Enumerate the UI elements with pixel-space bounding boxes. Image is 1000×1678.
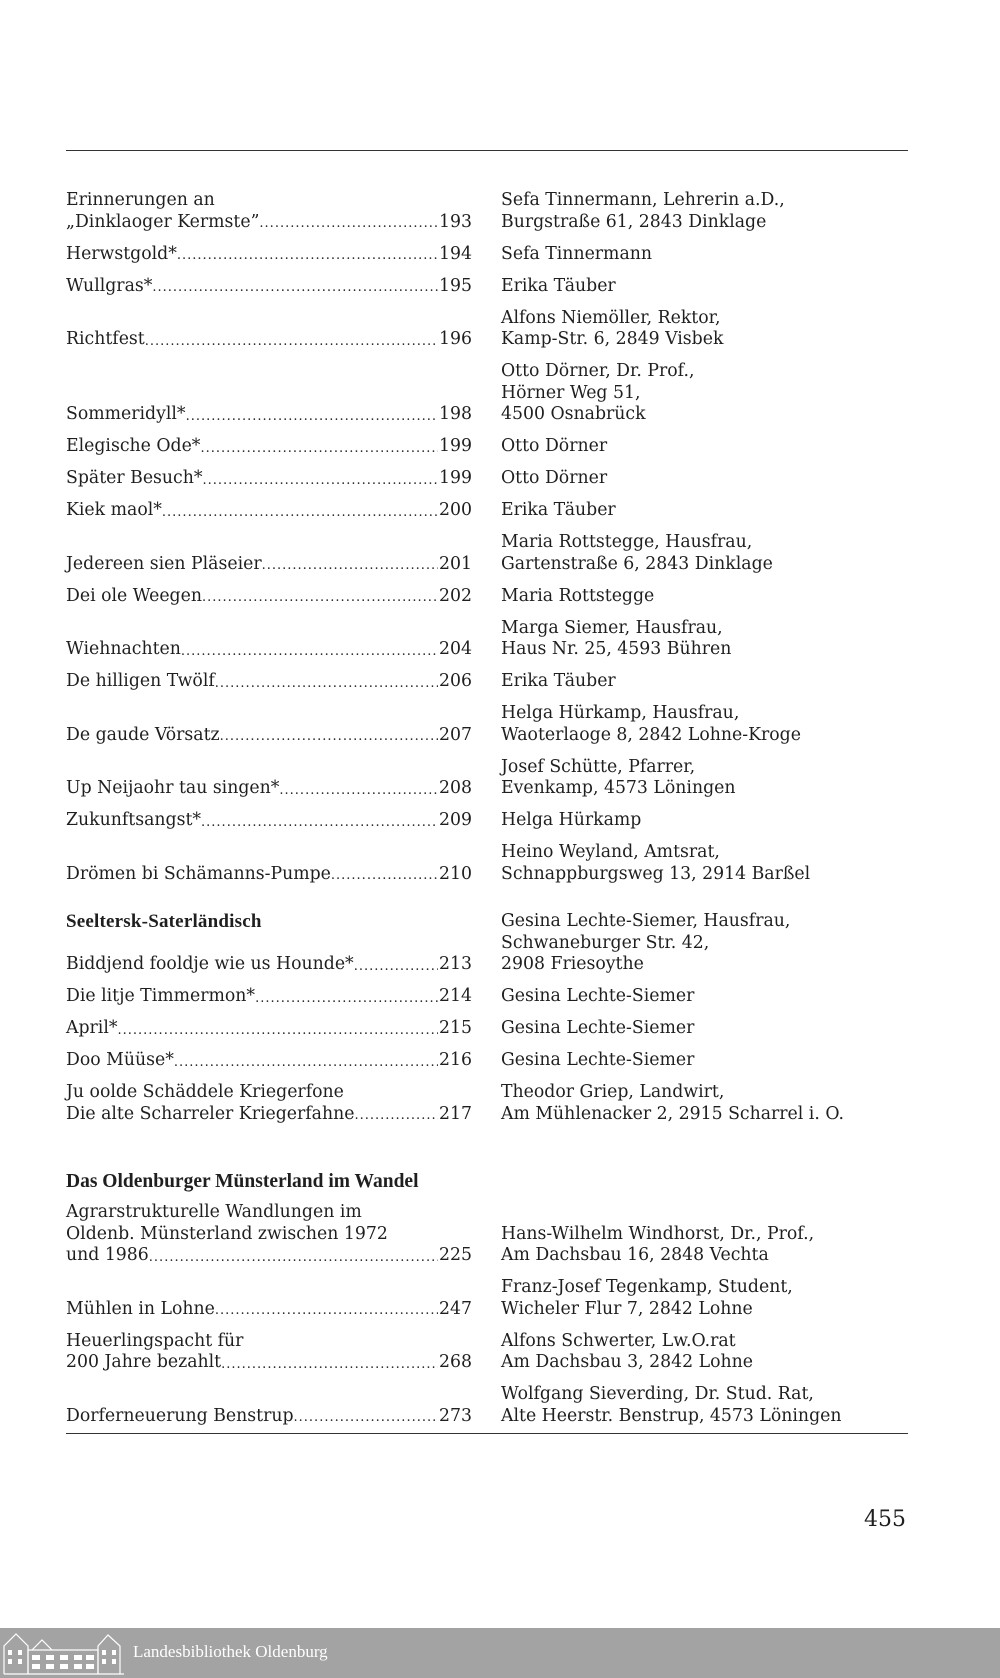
author-line: Franz-Josef Tegenkamp, Student,: [501, 1277, 793, 1297]
author-info: [501, 500, 933, 522]
title-with-page: [66, 1299, 472, 1321]
entry-title: [66, 1202, 472, 1267]
bottom-rule: [66, 1433, 908, 1434]
dot-leader: [354, 1106, 438, 1125]
author-info: [501, 703, 933, 746]
title-with-page: [66, 586, 472, 608]
dot-leader: [202, 588, 438, 607]
title-line: Zukunftsangst*: [66, 810, 202, 830]
author-line: Schnappburgsweg 13, 2914 Barßel: [501, 863, 811, 884]
entry-title: [66, 1018, 472, 1040]
title-line: Oldenb. Münsterland zwischen 1972: [66, 1223, 388, 1244]
page-reference: 225: [439, 1245, 472, 1265]
author-line: Erika Täuber: [501, 275, 616, 296]
toc-entry: [66, 586, 908, 608]
entry-title: [66, 361, 472, 426]
title-with-page: [66, 1406, 472, 1428]
dot-leader: [294, 1408, 438, 1427]
title-line: Ju oolde Schäddele Kriegerfone: [66, 1082, 344, 1102]
author-line: Hörner Weg 51,: [501, 382, 641, 403]
author-info: [501, 1277, 933, 1320]
title-line: Jedereen sien Pläseier: [66, 553, 262, 574]
toc-entry: [66, 1331, 908, 1374]
page-reference: 195: [439, 275, 472, 296]
author-info: [501, 911, 933, 976]
dot-leader: [162, 503, 438, 522]
title-with-page: [66, 244, 472, 266]
author-line: Am Dachsbau 3, 2842 Lohne: [501, 1352, 754, 1372]
title-line: Drömen bi Schämanns-Pumpe: [66, 863, 331, 884]
table-of-contents: [66, 190, 908, 1438]
title-line: Doo Müüse*: [66, 1050, 174, 1070]
toc-entry: [66, 842, 908, 885]
author-line: Am Mühlenacker 2, 2915 Scharrel i. O.: [501, 1103, 844, 1124]
page-reference: 202: [439, 585, 472, 606]
author-line: Maria Rottstegge, Hausfrau,: [501, 532, 753, 552]
author-line: Kamp-Str. 6, 2849 Visbek: [501, 329, 724, 349]
page-reference: 213: [439, 954, 472, 974]
author-line: Erika Täuber: [501, 671, 616, 691]
toc-entry: [66, 361, 908, 426]
page-reference: 206: [439, 671, 472, 691]
author-line: Otto Dörner: [501, 436, 608, 456]
page-reference: 210: [439, 863, 472, 884]
author-line: Erika Täuber: [501, 500, 616, 520]
entry-title: [66, 986, 472, 1008]
dot-leader: [215, 674, 438, 693]
title-line: Kiek maol*: [66, 500, 162, 520]
page-reference: 201: [439, 553, 472, 574]
author-info: [501, 1202, 933, 1267]
entry-title: [66, 586, 472, 608]
title-line: Richtfest: [66, 329, 145, 349]
entry-title: [66, 244, 472, 266]
author-line: Helga Hürkamp, Hausfrau,: [501, 703, 740, 723]
toc-entry: [66, 1082, 908, 1125]
author-line: 4500 Osnabrück: [501, 404, 646, 424]
author-info: [501, 190, 933, 233]
page-reference: 204: [439, 639, 472, 659]
author-line: Gesina Lechte-Siemer, Hausfrau,: [501, 911, 791, 931]
title-with-page: [66, 1018, 472, 1040]
title-line: und 1986: [66, 1245, 149, 1265]
dot-leader: [181, 642, 438, 661]
page-reference: 207: [439, 724, 472, 745]
author-line: Alfons Schwerter, Lw.O.rat: [501, 1330, 736, 1351]
page-reference: 194: [439, 243, 472, 264]
title-line: Up Neijaohr tau singen*: [66, 778, 280, 798]
title-with-page: [66, 725, 472, 747]
entry-title: [66, 810, 472, 832]
title-with-page: [66, 671, 472, 693]
author-line: Am Dachsbau 16, 2848 Vechta: [501, 1245, 769, 1265]
dot-leader: [354, 957, 438, 976]
author-info: [501, 308, 933, 351]
title-with-page: [66, 436, 472, 458]
toc-entry: [66, 244, 908, 266]
toc-entry: [66, 500, 908, 522]
entry-title: [66, 308, 472, 351]
title-with-page: [66, 1245, 472, 1267]
title-with-page: [66, 1104, 472, 1126]
toc-entry: [66, 468, 908, 490]
author-info: [501, 618, 933, 661]
dot-leader: [174, 1053, 438, 1072]
title-line: Biddjend fooldje wie us Hounde*: [66, 954, 354, 974]
author-line: Alfons Niemöller, Rektor,: [501, 307, 721, 328]
page-reference: 199: [439, 468, 472, 488]
author-line: Haus Nr. 25, 4593 Bühren: [501, 639, 732, 659]
dot-leader: [152, 278, 438, 297]
page-reference: 193: [439, 211, 472, 232]
toc-entry: [66, 1384, 908, 1427]
author-line: Helga Hürkamp: [501, 810, 642, 830]
page-reference: 247: [439, 1298, 472, 1319]
title-with-page: [66, 954, 472, 976]
dot-leader: [279, 781, 438, 800]
entry-title: [66, 842, 472, 885]
title-line: 200 Jahre bezahlt: [66, 1352, 222, 1372]
title-line: Die litje Timmermon*: [66, 986, 256, 1006]
title-line: Wiehnachten: [66, 639, 181, 659]
title-line: Agrarstrukturelle Wandlungen im: [66, 1202, 362, 1222]
dot-leader: [203, 471, 438, 490]
page-reference: 208: [439, 778, 472, 798]
page-reference: 198: [439, 404, 472, 424]
page-reference: 216: [439, 1050, 472, 1070]
author-line: Evenkamp, 4573 Löningen: [501, 778, 736, 798]
section-heading: Seeltersk-Saterländisch: [66, 911, 262, 932]
dot-leader: [145, 332, 438, 351]
title-line: „Dinklaoger Kermste”: [66, 211, 260, 232]
toc-entry: [66, 308, 908, 351]
library-name: Landesbibliothek Oldenburg: [133, 1642, 328, 1661]
author-info: [501, 586, 933, 608]
title-with-page: [66, 778, 472, 800]
top-rule: [66, 150, 908, 151]
section-heading: Das Oldenburger Münsterland im Wandel: [66, 1171, 419, 1192]
author-info: [501, 532, 933, 575]
author-info: [501, 1384, 933, 1427]
author-info: [501, 1050, 933, 1072]
title-with-page: [66, 1050, 472, 1072]
page-reference: 200: [439, 500, 472, 520]
toc-entry: [66, 1277, 908, 1320]
title-line: Die alte Scharreler Kriegerfahne: [66, 1103, 355, 1124]
author-line: Schwaneburger Str. 42,: [501, 932, 710, 953]
author-line: 2908 Friesoythe: [501, 954, 644, 974]
title-with-page: [66, 810, 472, 832]
author-info: [501, 1331, 933, 1374]
dot-leader: [215, 1301, 438, 1320]
title-line: Später Besuch*: [66, 468, 203, 488]
author-info: [501, 810, 933, 832]
author-line: Gesina Lechte-Siemer: [501, 1018, 695, 1038]
page-reference: 214: [439, 986, 472, 1006]
author-line: Waoterlaoge 8, 2842 Lohne-Kroge: [501, 724, 801, 745]
toc-entry: [66, 986, 908, 1008]
title-line: Dorferneuerung Benstrup: [66, 1405, 294, 1426]
entry-title: [66, 532, 472, 575]
title-line: De hilligen Twölf: [66, 671, 215, 691]
entry-title: [66, 500, 472, 522]
entry-title: [66, 703, 472, 746]
author-line: Alte Heerstr. Benstrup, 4573 Löningen: [501, 1405, 842, 1426]
page-reference: 196: [439, 329, 472, 349]
toc-entry: [66, 618, 908, 661]
author-line: Maria Rottstegge: [501, 585, 655, 606]
toc-entry: [66, 276, 908, 298]
toc-entry: [66, 810, 908, 832]
page-reference: 217: [439, 1103, 472, 1124]
author-info: [501, 1018, 933, 1040]
toc-entry: [66, 1202, 908, 1267]
page-reference: 209: [439, 810, 472, 830]
author-line: Hans-Wilhelm Windhorst, Dr., Prof.,: [501, 1223, 815, 1244]
author-info: [501, 361, 933, 426]
dot-leader: [201, 813, 438, 832]
dot-leader: [221, 1355, 438, 1374]
author-info: [501, 1082, 933, 1125]
page-reference: 273: [439, 1405, 472, 1426]
dot-leader: [259, 214, 438, 233]
author-info: [501, 244, 933, 266]
toc-entry: [66, 190, 908, 233]
title-with-page: [66, 986, 472, 1008]
author-info: [501, 757, 933, 800]
title-with-page: [66, 276, 472, 298]
author-line: Burgstraße 61, 2843 Dinklage: [501, 211, 767, 232]
title-with-page: [66, 1352, 472, 1374]
page-reference: 199: [439, 436, 472, 456]
page-reference: 268: [439, 1352, 472, 1372]
author-line: Wolfgang Sieverding, Dr. Stud. Rat,: [501, 1384, 814, 1404]
author-line: Theodor Griep, Landwirt,: [501, 1082, 725, 1102]
title-line: Erinnerungen an: [66, 190, 215, 210]
author-line: Sefa Tinnermann, Lehrerin a.D.,: [501, 190, 785, 210]
title-with-page: [66, 554, 472, 576]
title-line: Elegische Ode*: [66, 436, 201, 456]
dot-leader: [262, 556, 438, 575]
title-line: Sommeridyll*: [66, 404, 186, 424]
toc-entry: [66, 911, 908, 976]
title-line: Heuerlingspacht für: [66, 1330, 244, 1351]
dot-leader: [186, 407, 438, 426]
author-line: Otto Dörner: [501, 468, 608, 488]
author-line: Gesina Lechte-Siemer: [501, 986, 695, 1006]
title-with-page: [66, 500, 472, 522]
author-line: Gartenstraße 6, 2843 Dinklage: [501, 553, 773, 574]
entry-title: [66, 276, 472, 298]
title-with-page: [66, 212, 472, 234]
entry-title: [66, 190, 472, 233]
author-line: Wicheler Flur 7, 2842 Lohne: [501, 1298, 753, 1319]
title-line: April*: [66, 1018, 118, 1038]
author-line: Marga Siemer, Hausfrau,: [501, 617, 723, 638]
title-with-page: [66, 404, 472, 426]
toc-entry: [66, 436, 908, 458]
toc-entry: [66, 757, 908, 800]
title-line: Mühlen in Lohne: [66, 1298, 215, 1319]
toc-entry: [66, 1018, 908, 1040]
dot-leader: [255, 989, 438, 1008]
title-with-page: [66, 864, 472, 886]
toc-entry: [66, 1050, 908, 1072]
entry-title: [66, 468, 472, 490]
entry-title: [66, 1384, 472, 1427]
toc-entry: [66, 532, 908, 575]
entry-title: [66, 671, 472, 693]
author-info: [501, 671, 933, 693]
author-info: [501, 276, 933, 298]
title-with-page: [66, 468, 472, 490]
dot-leader: [118, 1021, 439, 1040]
entry-title: [66, 1082, 472, 1125]
toc-entry: [66, 671, 908, 693]
entry-title: [66, 1277, 472, 1320]
author-info: [501, 986, 933, 1008]
author-line: Gesina Lechte-Siemer: [501, 1050, 695, 1070]
entry-title: [66, 911, 472, 976]
dot-leader: [149, 1248, 438, 1267]
dot-leader: [200, 439, 438, 458]
author-info: [501, 842, 933, 885]
dot-leader: [220, 727, 438, 746]
dot-leader: [331, 866, 438, 885]
author-line: Heino Weyland, Amtsrat,: [501, 842, 720, 862]
author-info: [501, 436, 933, 458]
toc-entry: [66, 703, 908, 746]
footer-banner: [0, 1628, 1000, 1678]
author-line: Sefa Tinnermann: [501, 243, 653, 264]
entry-title: [66, 1050, 472, 1072]
author-info: [501, 468, 933, 490]
entry-title: [66, 757, 472, 800]
title-line: Wullgras*: [66, 275, 153, 296]
title-with-page: [66, 329, 472, 351]
title-line: De gaude Vörsatz: [66, 724, 220, 745]
author-line: Josef Schütte, Pfarrer,: [501, 756, 696, 777]
page-number: 455: [864, 1507, 906, 1532]
title-line: Dei ole Weegen: [66, 585, 202, 606]
title-with-page: [66, 639, 472, 661]
entry-title: [66, 1331, 472, 1374]
entry-title: [66, 618, 472, 661]
library-building-icon: [2, 1632, 127, 1676]
entry-title: [66, 436, 472, 458]
dot-leader: [177, 246, 438, 265]
title-line: Herwstgold*: [66, 243, 177, 264]
page-reference: 215: [439, 1018, 472, 1038]
author-line: Otto Dörner, Dr. Prof.,: [501, 361, 695, 381]
